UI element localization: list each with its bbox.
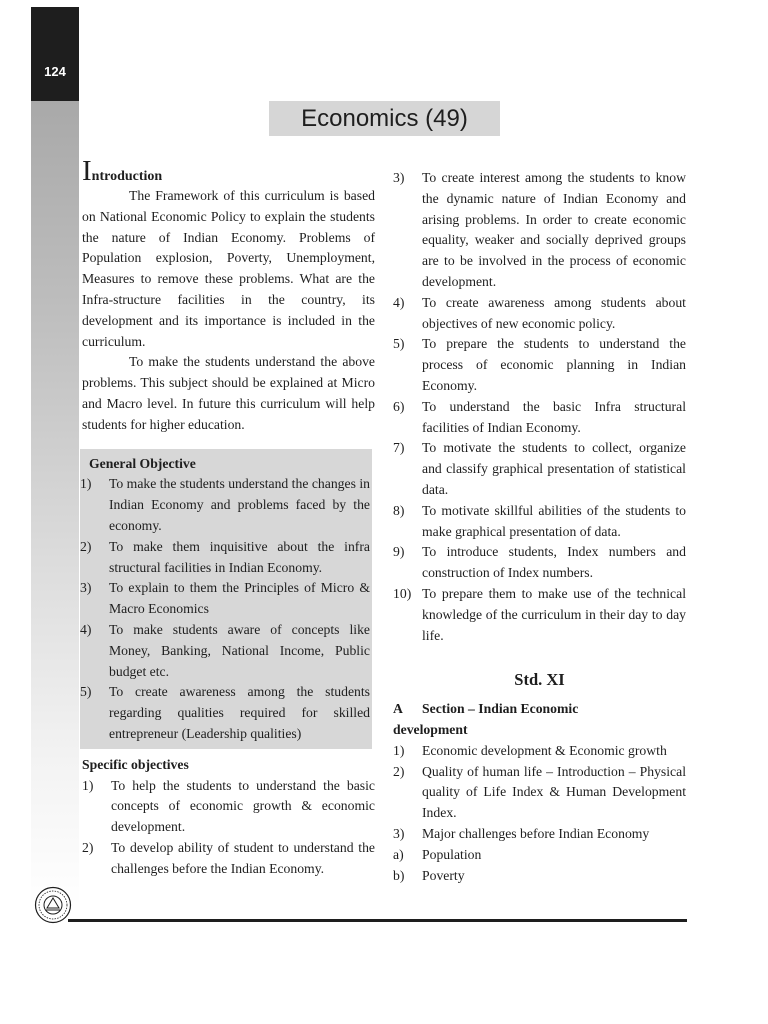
list-item: 1) To help the students to understand the basic concepts of economic growth & economic development. — [82, 777, 375, 835]
list-item: 3) Major challenges before Indian Economy — [393, 825, 650, 841]
page-number-tab — [31, 7, 79, 101]
general-objective-title: General Objective — [89, 455, 196, 471]
list-item: 2) To develop ability of student to understand the challenges before the Indian Economy. — [82, 839, 375, 876]
section-heading: A Section – Indian Economic — [393, 701, 579, 717]
right-column — [393, 168, 686, 886]
list-item: 3) To create interest among the students to know the dynamic nature of Indian Economy and arising problems. In order to create economic equality, weaker and socially deprived groups are to be involved in the process of economic development. — [393, 170, 686, 289]
list-item: a) Population — [393, 846, 482, 862]
list-item: 10) To prepare them to make use of the technical knowledge of the curriculum in their day to day life. — [393, 585, 686, 643]
list-item: 1) To make the students understand the changes in Indian Economy and problems faced by the economy. — [80, 476, 370, 533]
list-item: 5) To create awareness among the students regarding qualities required for skilled entrepreneur (Leadership qualities) — [80, 684, 370, 741]
std-title: Std. XI — [514, 670, 565, 690]
list-item: 6) To understand the basic Infra structural facilities of Indian Economy. — [393, 398, 686, 435]
introduction-heading: Introduction — [82, 155, 163, 187]
list-item: 2) To make them inquisitive about the infra structural facilities in Indian Economy. — [80, 538, 370, 575]
seal-logo-icon — [34, 886, 72, 924]
intro-paragraph-1: The Framework of this curriculum is based on National Economic Policy to explain the students the nature of Indian Economy. Problems of Population explosion, Poverty, Unemployment, Measures to remove these problems. What are the Infra-structure facilities in the country, its development and its importance is included in the curriculum. — [82, 188, 375, 349]
page-number: 124 — [44, 64, 66, 79]
side-gradient-bar — [31, 101, 79, 906]
left-column — [80, 155, 375, 880]
list-item: b) Poverty — [393, 867, 465, 883]
list-item: 7) To motivate the students to collect, organize and classify graphical presentation of statistical data. — [393, 440, 686, 497]
list-item: 9) To introduce students, Index numbers and construction of Index numbers. — [393, 544, 686, 581]
drop-cap: I — [82, 155, 92, 187]
list-item: 2) Quality of human life – Introduction – Physical quality of Life Index & Human Development Index. — [393, 763, 686, 821]
list-item: 8) To motivate skillful abilities of the students to make graphical presentation of data. — [393, 502, 686, 539]
footer-rule — [68, 919, 687, 922]
list-item: 3) To explain to them the Principles of Micro & Macro Economics — [80, 580, 370, 617]
specific-objectives-title: Specific objectives — [82, 756, 189, 772]
list-item: 4) To create awareness among students about objectives of new economic policy. — [393, 294, 686, 331]
section-heading-line-2: development — [393, 721, 468, 737]
intro-paragraph-2: To make the students understand the above problems. This subject should be explained at Micro and Macro level. In future this curriculum will help students for higher education. — [82, 354, 375, 432]
page-title: Economics (49) — [269, 101, 500, 136]
list-item: 5) To prepare the students to understand the process of economic planning in Indian Economy. — [393, 336, 686, 393]
list-item: 1) Economic development & Economic growth — [393, 742, 667, 758]
list-item: 4) To make students aware of concepts like Money, Banking, National Income, Public budget etc. — [80, 621, 370, 679]
general-objective-box — [80, 449, 372, 749]
